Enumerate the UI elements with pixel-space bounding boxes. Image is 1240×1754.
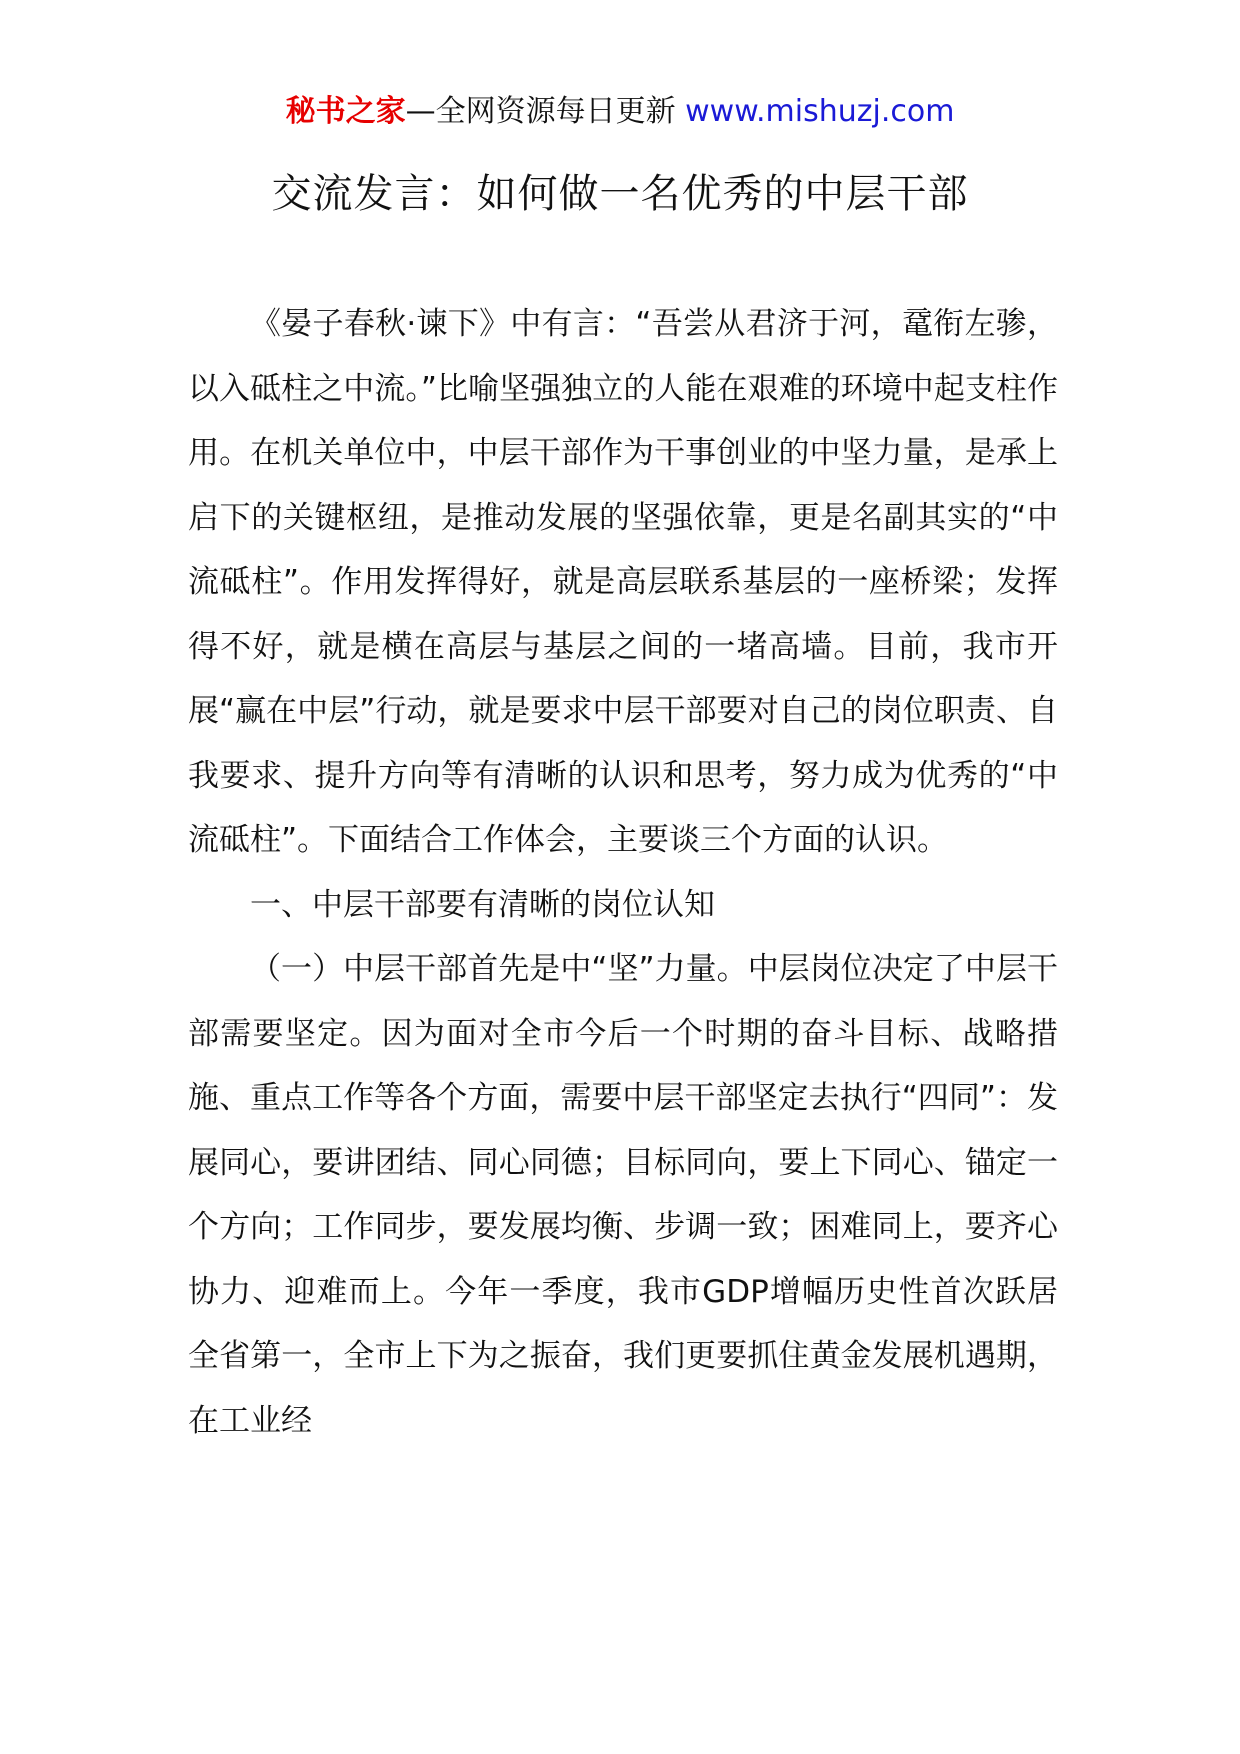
intro-paragraph: 《晏子春秋·谏下》中有言：“吾尝从君济于河，鼋衔左骖，以入砥柱之中流。”比喻坚强独立的人能在艰难的环境中起支柱作用。在机关单位中，中层干部作为干事创业的中坚力量，是承上启下的关键枢纽，是推动发展的坚强依靠，更是名副其实的“中流砥柱”。作用发挥得好，就是高层联系基层的一座桥梁；发挥得不好，就是横在高层与基层之间的一堵高墙。目前，我市开展“赢在中层”行动，就是要求中层干部要对自己的岗位职责、自我要求、提升方向等有清晰的认识和思考，努力成为优秀的“中流砥柱”。下面结合工作体会，主要谈三个方面的认识。: [188, 306, 1058, 858]
document-title: 交流发言：如何做一名优秀的中层干部: [271, 171, 969, 217]
site-url-link[interactable]: www.mishuzj.com: [685, 94, 955, 129]
subsection-paragraph-1: （一）中层干部首先是中“坚”力量。中层岗位决定了中层干部需要坚定。因为面对全市今后一个时期的奋斗目标、战略措施、重点工作等各个方面，需要中层干部坚定去执行“四同”：发展同心，要讲团结、同心同德；目标同向，要上下同心、锚定一个方向；工作同步，要发展均衡、步调一致；困难同上，要齐心协力、迎难而上。今年一季度，我市GDP增幅历史性首次跃居全省第一，全市上下为之振奋，我们更要抓住黄金发展机遇期，在工业经: [188, 951, 1058, 1439]
section-heading-1: 一、中层干部要有清晰的岗位认知: [250, 886, 715, 923]
site-brand: 秘书之家: [285, 94, 406, 129]
document-body: [188, 292, 1058, 1453]
site-tagline: —全网资源每日更新: [405, 94, 686, 129]
site-header: [0, 92, 1240, 132]
